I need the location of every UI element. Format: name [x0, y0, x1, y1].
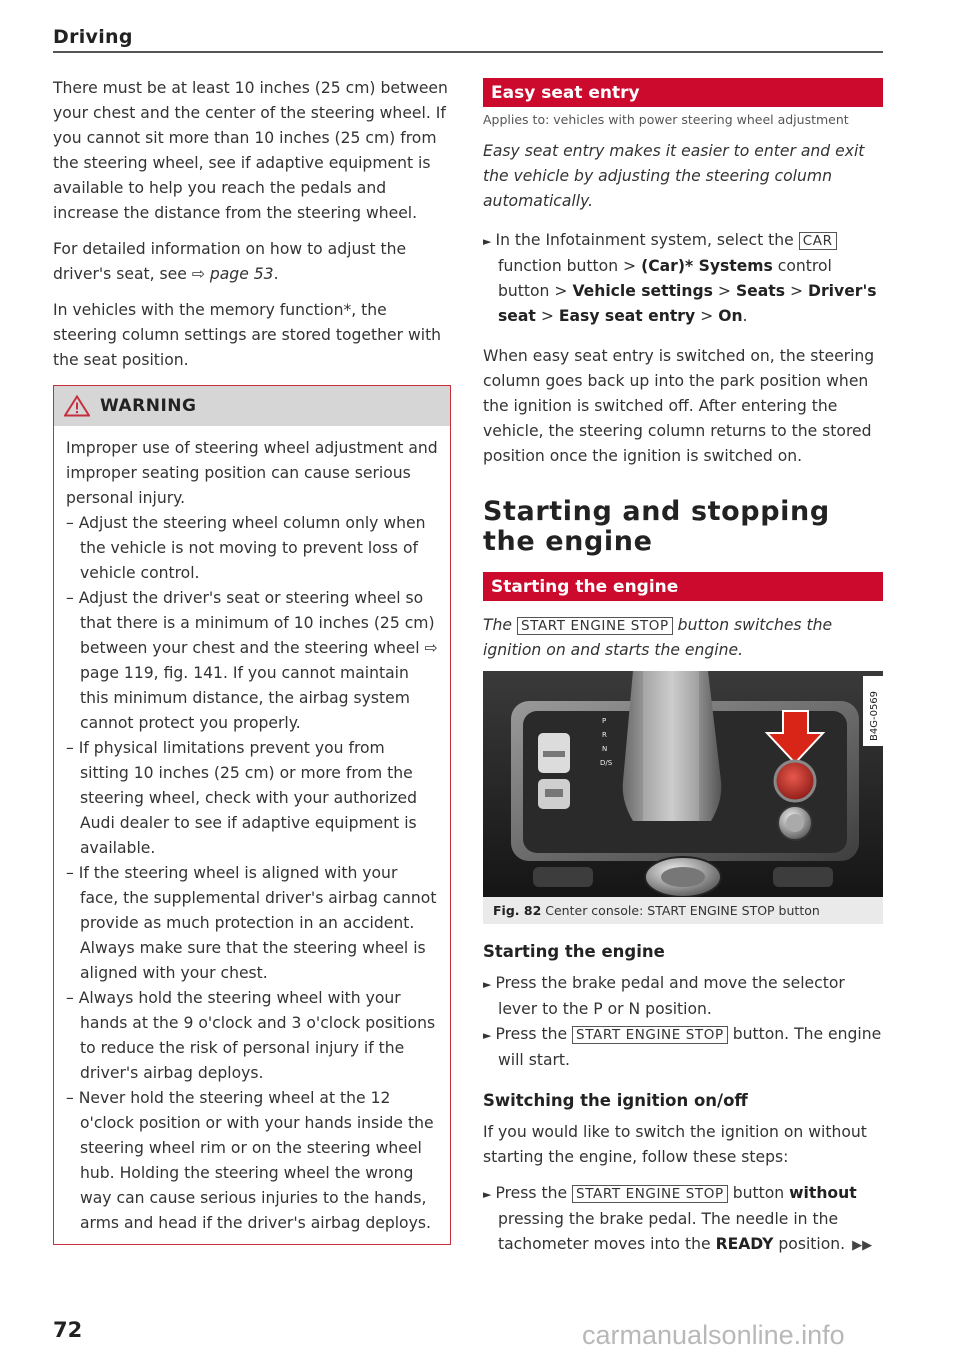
- center-console-image: [483, 671, 883, 897]
- center-console-figure: [483, 671, 883, 897]
- step-text: Press the: [495, 1025, 568, 1043]
- warning-item: – If the steering wheel is aligned with your face, the supplemental driver's airbag cannot provide as much protection in an accident. Always make sure that the steering wheel is aligned with your chest.: [66, 861, 438, 986]
- section-title: Starting and stopping the engine: [483, 496, 830, 557]
- figure-caption: [483, 897, 883, 924]
- step-arrow-icon: ►: [483, 1029, 492, 1042]
- step-text: Press the brake pedal and move the selector lever to the P or N position.: [495, 974, 845, 1018]
- step-text: Press the: [495, 1184, 568, 1202]
- paragraph-memory: In vehicles with the memory function*, the steering column settings are stored together with the seat position.: [53, 301, 442, 369]
- on-label: On: [718, 307, 743, 325]
- step-text: function button >: [498, 257, 637, 275]
- warning-header: [54, 386, 450, 426]
- car-systems-label: (Car)* Systems: [641, 257, 773, 275]
- step-text: In the Infotainment system, select the: [495, 231, 794, 249]
- svg-text:N: N: [602, 745, 608, 753]
- intro-text: button switches the ignition on and starts the engine.: [483, 616, 833, 659]
- warning-label: WARNING: [100, 396, 197, 416]
- warning-item: – Always hold the steering wheel with your hands at the 9 o'clock and 3 o'clock positions to reduce the risk of personal injury if the driver's airbag deploys.: [66, 986, 438, 1086]
- warning-body: [54, 426, 450, 1244]
- right-column: [483, 78, 883, 1258]
- car-key[interactable]: CAR: [799, 232, 837, 250]
- easy-seat-intro: Easy seat entry makes it easier to enter and exit the vehicle by adjusting the steering column automatically.: [483, 142, 865, 210]
- watermark: carmanualsonline.info: [582, 1320, 845, 1350]
- seats-label: Seats: [735, 282, 786, 300]
- vehicle-settings-label: Vehicle settings: [572, 282, 713, 300]
- easy-seat-explanation: When easy seat entry is switched on, the steering column goes back up into the park position when the ignition is switched off. After entering the vehicle, the steering column returns to the stored position once the ignition is switched on.: [483, 347, 875, 465]
- ignition-step: [483, 1181, 883, 1258]
- start-engine-stop-key[interactable]: START ENGINE STOP: [572, 1185, 728, 1203]
- start-engine-stop-key[interactable]: START ENGINE STOP: [517, 617, 673, 635]
- ignition-paragraph: If you would like to switch the ignition on without starting the engine, follow these steps:: [483, 1123, 867, 1166]
- easy-seat-entry-label: Easy seat entry: [558, 307, 696, 325]
- header-divider: [53, 51, 883, 53]
- svg-text:D/S: D/S: [600, 759, 613, 767]
- warning-triangle-icon: [64, 395, 90, 417]
- left-column: [53, 76, 451, 1245]
- paragraph-distance: There must be at least 10 inches (25 cm) between your chest and the center of the steering wheel. If you cannot sit more than 10 inches (25 cm) from the steering wheel, see if adaptive equipment is available to help you reach the pedals and increase the distance from the steering wheel.: [53, 79, 448, 222]
- warning-item: – If physical limitations prevent you from sitting 10 inches (25 cm) or more from the steering wheel, check with your authorized Audi dealer to see if adaptive equipment is available.: [66, 736, 438, 861]
- start-step-2: [483, 1022, 883, 1073]
- warning-intro: Improper use of steering wheel adjustment and improper seating position can cause serious personal injury.: [66, 439, 438, 507]
- svg-text:P: P: [602, 717, 607, 725]
- starting-intro: [483, 613, 883, 663]
- starting-subheading: Starting the engine: [483, 942, 665, 961]
- ready-label: READY: [715, 1235, 774, 1253]
- start-step-1: [483, 971, 883, 1022]
- separator: >: [790, 282, 804, 300]
- step-text: control button >: [498, 257, 832, 300]
- starting-heading: Starting the engine: [483, 572, 883, 601]
- easy-seat-step: [483, 228, 883, 329]
- seat-info-end: .: [273, 265, 279, 283]
- ignition-subheading: Switching the ignition on/off: [483, 1091, 748, 1110]
- intro-text: The: [483, 616, 513, 634]
- step-text: button: [732, 1184, 785, 1202]
- chapter-title: Driving: [53, 26, 133, 48]
- page-number: 72: [53, 1318, 83, 1342]
- figure-code-label: B4G-0569: [869, 690, 880, 741]
- separator: >: [700, 307, 714, 325]
- warning-box: [53, 385, 451, 1245]
- step-text: position.: [778, 1235, 846, 1253]
- step-text: button. The engine will start.: [498, 1025, 882, 1069]
- easy-seat-heading: Easy seat entry: [483, 78, 883, 107]
- period: .: [742, 307, 748, 325]
- seat-info-text: For detailed information on how to adjust the driver's seat, see: [53, 240, 407, 283]
- step-arrow-icon: ►: [483, 235, 492, 248]
- warning-item: – Never hold the steering wheel at the 12 o'clock position or with your hands inside the steering wheel rim or on the steering wheel hub. Holding the steering wheel the wrong way can cause serious injuries to the hands, arms and head if the driver's airbag deploys.: [66, 1086, 438, 1236]
- separator: >: [540, 307, 554, 325]
- caption-number: Fig. 82: [493, 903, 542, 918]
- drivers-seat-label: Driver's seat: [498, 282, 877, 325]
- applies-to-note: Applies to: vehicles with power steering wheel adjustment: [483, 112, 849, 127]
- page-53-link[interactable]: ⇨ page 53: [191, 265, 274, 283]
- continue-arrow-icon: ▶▶: [852, 1238, 873, 1253]
- svg-text:R: R: [602, 731, 607, 739]
- paragraph-seat-info: [53, 237, 451, 287]
- step-arrow-icon: ►: [483, 1188, 492, 1201]
- step-text: pressing the brake pedal. The needle in the tachometer moves into the: [498, 1210, 839, 1253]
- separator: >: [717, 282, 731, 300]
- step-arrow-icon: ►: [483, 978, 492, 991]
- caption-text: Center console: START ENGINE STOP button: [545, 903, 820, 918]
- start-engine-stop-key[interactable]: START ENGINE STOP: [572, 1026, 728, 1044]
- warning-item: – Adjust the driver's seat or steering wheel so that there is a minimum of 10 inches (25 cm) between your chest and the steering wheel ⇨ page 119, fig. 141. If you cannot maintain this minimum distance, the airbag system cannot protect you properly.: [66, 586, 438, 736]
- warning-item: – Adjust the steering wheel column only when the vehicle is not moving to prevent loss of vehicle control.: [66, 511, 438, 586]
- warning-list: [66, 511, 438, 1236]
- without-label: without: [789, 1184, 857, 1202]
